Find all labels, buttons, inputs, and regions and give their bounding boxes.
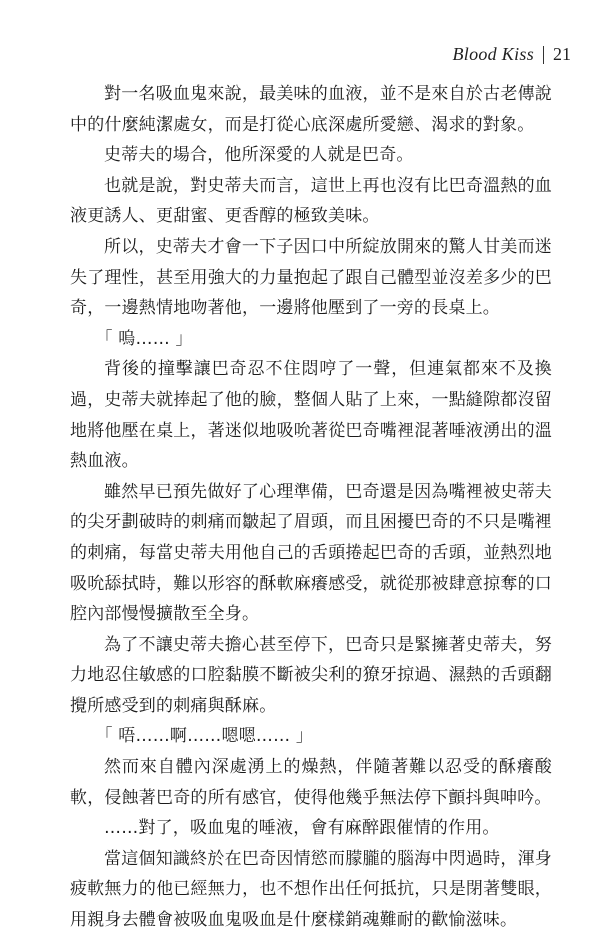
dialogue-line: 「 嗚…… 」 xyxy=(95,328,193,349)
running-header xyxy=(452,44,571,65)
body-text xyxy=(70,79,552,936)
paragraph: ……對了，吸血鬼的唾液，會有麻醉跟催情的作用。 xyxy=(104,818,500,839)
paragraph: 對一名吸血鬼來說，最美味的血液，並不是來自於古老傳說中的什麼純潔處女，而是打從心底深處所愛戀、渴求的對象。 xyxy=(70,84,552,135)
header-divider xyxy=(543,46,544,64)
paragraph: 然而來自體內深處湧上的燥熱，伴隨著難以忍受的酥癢酸軟，侵蝕著巴奇的所有感官，使得他幾乎無法停下顫抖與呻吟。 xyxy=(70,757,552,808)
book-title: Blood Kiss xyxy=(452,44,534,64)
paragraph: 雖然早已預先做好了心理準備，巴奇還是因為嘴裡被史蒂夫的尖牙劃破時的刺痛而皺起了眉頭，而且困擾巴奇的不只是嘴裡的刺痛，每當史蒂夫用他自己的舌頭捲起巴奇的舌頭，並熱烈地吸吮舔拭時，難以形容的酥軟麻癢感受，就從那被肆意掠奪的口腔內部慢慢擴散至全身。 xyxy=(70,481,552,625)
paragraph: 史蒂夫的場合，他所深愛的人就是巴奇。 xyxy=(104,145,414,166)
paragraph: 為了不讓史蒂夫擔心甚至停下，巴奇只是緊擁著史蒂夫，努力地忍住敏感的口腔黏膜不斷被尖利的獠牙掠過、濕熱的舌頭翻攪所感受到的刺痛與酥麻。 xyxy=(70,634,552,716)
dialogue-line: 「 唔……啊……嗯嗯…… 」 xyxy=(95,726,314,747)
page-number: 21 xyxy=(553,44,571,64)
paragraph: 背後的撞擊讓巴奇忍不住悶哼了一聲，但連氣都來不及換過，史蒂夫就捧起了他的臉，整個人貼了上來，一點縫隙都沒留地將他壓在桌上，著迷似地吸吮著從巴奇嘴裡混著唾液湧出的溫熱血液。 xyxy=(70,359,552,472)
paragraph: 所以，史蒂夫才會一下子因口中所綻放開來的驚人甘美而迷失了理性，甚至用強大的力量抱起了跟自己體型並沒差多少的巴奇，一邊熱情地吻著他，一邊將他壓到了一旁的長桌上。 xyxy=(70,236,552,319)
paragraph: 當這個知識終於在巴奇因情慾而朦朧的腦海中閃過時，渾身疲軟無力的他已經無力，也不想作出任何抵抗，只是閉著雙眼，用親身去體會被吸血鬼吸血是什麼樣銷魂難耐的歡愉滋味。 xyxy=(70,848,552,931)
paragraph: 也就是說，對史蒂夫而言，這世上再也沒有比巴奇溫熱的血液更誘人、更甜蜜、更香醇的極致美味。 xyxy=(70,175,552,227)
